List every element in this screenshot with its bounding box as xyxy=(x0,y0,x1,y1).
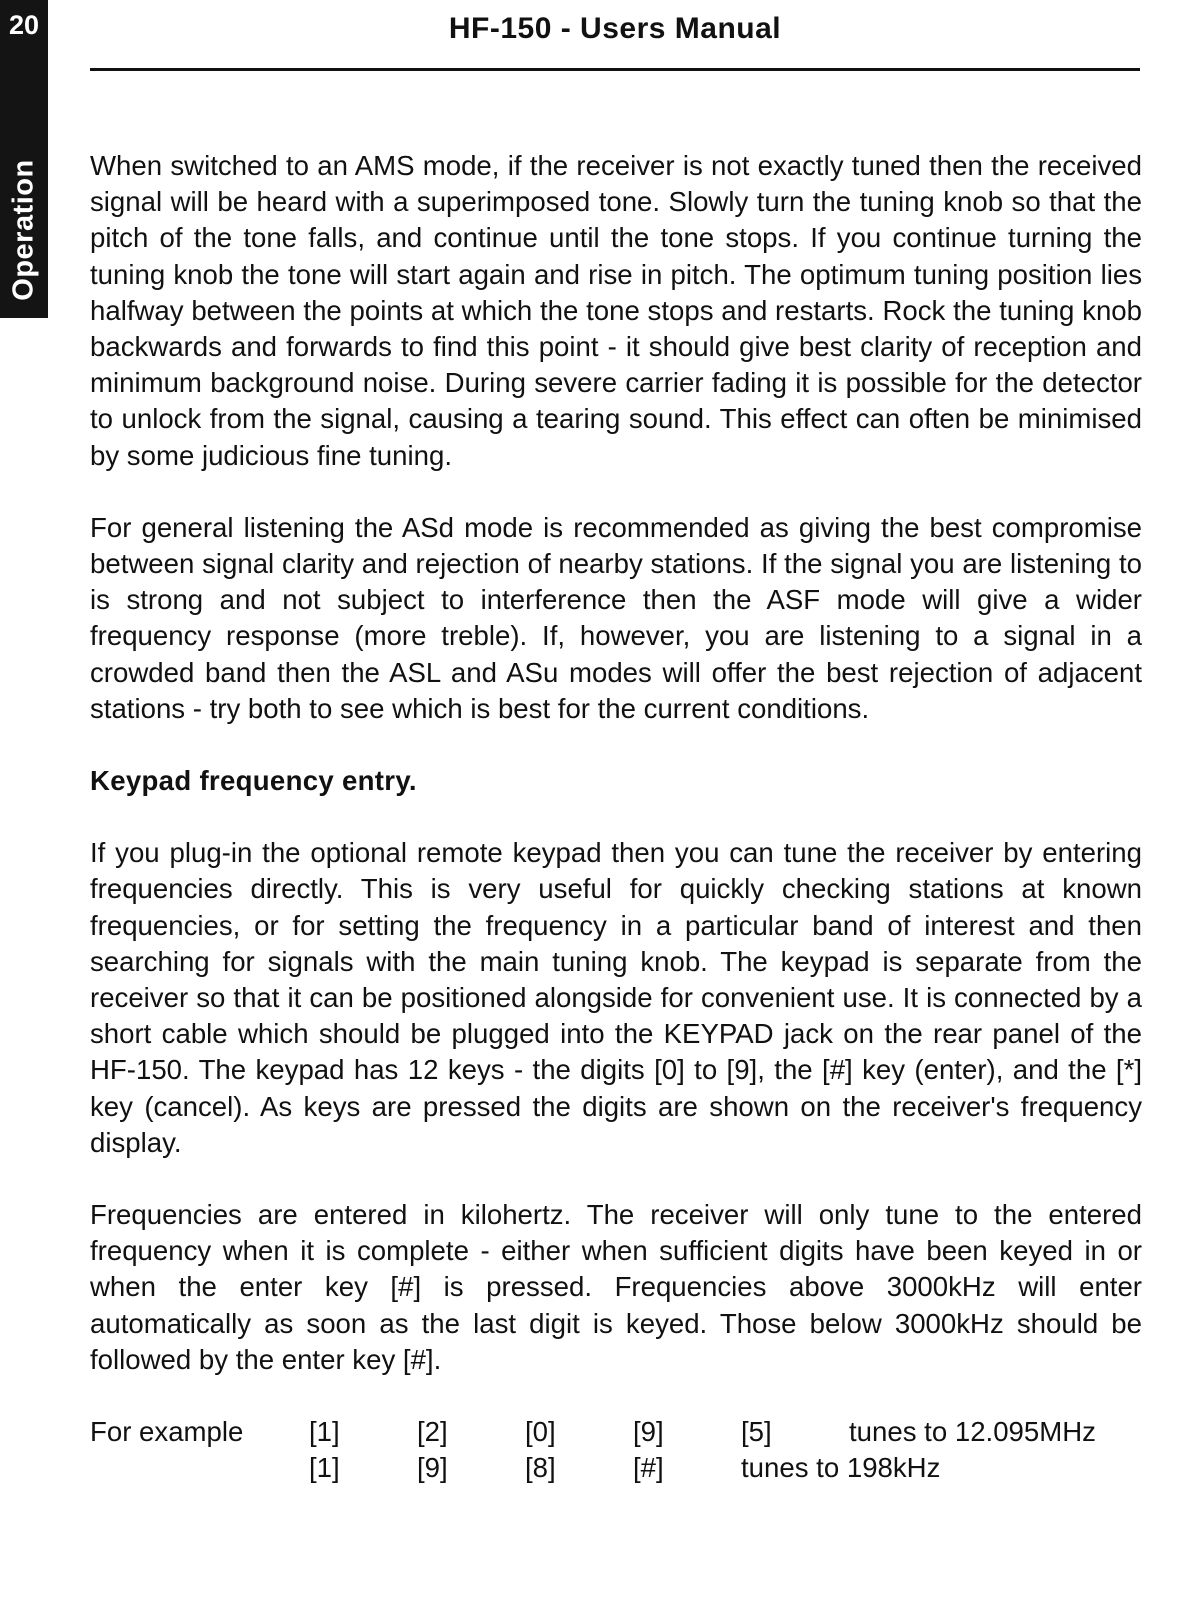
example-key: [9] xyxy=(633,1416,664,1448)
section-side-tab xyxy=(0,0,48,318)
example-key: [#] xyxy=(633,1452,664,1484)
section-heading-keypad: Keypad frequency entry. xyxy=(90,765,417,797)
example-result: tunes to 198kHz xyxy=(741,1452,941,1484)
example-label: For example xyxy=(90,1416,244,1448)
paragraph-frequency-entry: Frequencies are entered in kilohertz. The receiver will only tune to the entered frequency when it is complete - either when sufficient digits have been keyed in or when the enter key [#] is pressed. Frequencies above 3000kHz will enter automatically as soon as the last digit is keyed. Those below 3000kHz should be followed by the enter key [#]. xyxy=(90,1199,1142,1375)
page-content xyxy=(90,148,1142,1486)
example-key: [8] xyxy=(525,1452,556,1484)
paragraph-mode-selection: For general listening the ASd mode is recommended as giving the best compromise between signal clarity and rejection of nearby stations. If the signal you are listening to is strong and not subject to interference then the ASF mode will give a wider frequency response (more treble). If, however, you are listening to a signal in a crowded band then the ASL and ASu modes will offer the best rejection of adjacent stations - try both to see which is best for the current conditions. xyxy=(90,511,1142,724)
paragraph-ams-tuning: When switched to an AMS mode, if the receiver is not exactly tuned then the received signal will be heard with a superimposed tone. Slowly turn the tuning knob so that the pitch of the tone falls, and continue until the tone stops. If you continue turning the tuning knob the tone will start again and rise in pitch. The optimum tuning position lies halfway between the points at which the tone stops and restarts. Rock the tuning knob backwards and forwards to find this point - it should give best clarity of reception and minimum background noise. During severe carrier fading it is possible for the detector to unlock from the signal, causing a tearing sound. This effect can often be minimised by some judicious fine tuning. xyxy=(90,150,1142,471)
page-header-title: HF-150 - Users Manual xyxy=(448,12,782,45)
example-key: [9] xyxy=(417,1452,448,1484)
header-divider xyxy=(90,68,1140,71)
example-key: [0] xyxy=(525,1416,556,1448)
example-key: [1] xyxy=(309,1452,340,1484)
example-result: tunes to 12.095MHz xyxy=(849,1416,1096,1448)
example-key: [2] xyxy=(417,1416,448,1448)
section-label: Operation xyxy=(7,159,40,301)
example-key: [5] xyxy=(741,1416,772,1448)
page-number: 20 xyxy=(8,10,40,40)
paragraph-keypad-intro: If you plug-in the optional remote keypad then you can tune the receiver by entering frequencies directly. This is very useful for quickly checking stations at known frequencies, or for setting the frequency in a particular band of interest and then searching for signals with the main tuning knob. The keypad is separate from the receiver so that it can be positioned alongside for convenient use. It is connected by a short cable which should be plugged into the KEYPAD jack on the rear panel of the HF-150. The keypad has 12 keys - the digits [0] to [9], the [#] key (enter), and the [*] key (cancel). As keys are pressed the digits are shown on the receiver's frequency display. xyxy=(90,837,1142,1158)
keypad-example-table xyxy=(90,1414,1142,1486)
example-key: [1] xyxy=(309,1416,340,1448)
example-spacer xyxy=(90,1450,309,1486)
